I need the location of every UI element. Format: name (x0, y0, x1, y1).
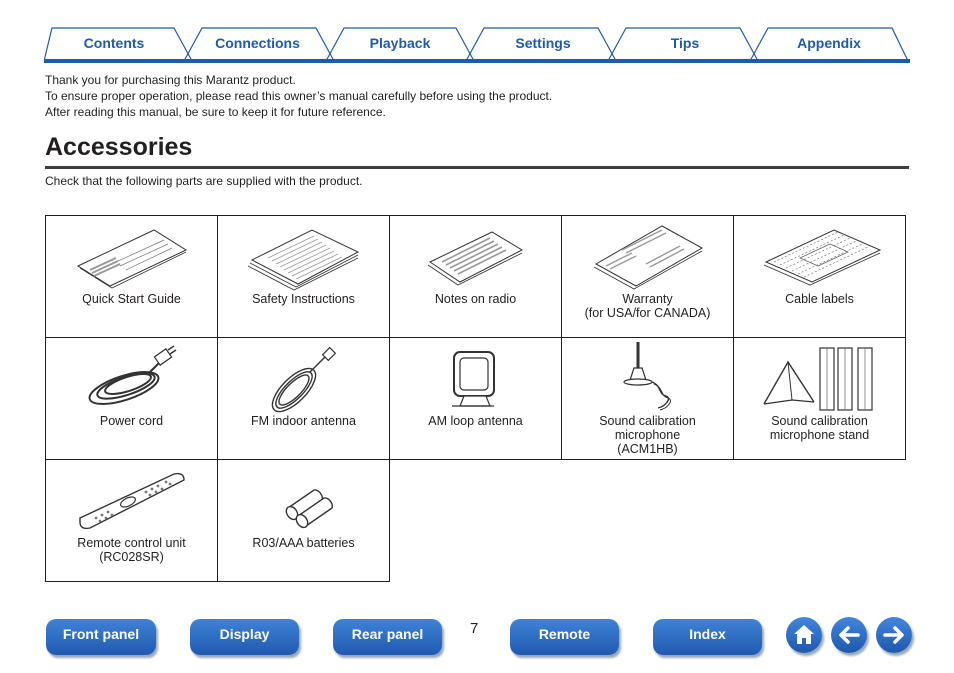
tab-tips[interactable]: Tips (670, 35, 700, 51)
tab-connections[interactable]: Connections (215, 35, 300, 51)
accessory-cell (217, 215, 390, 338)
accessory-label: Sound calibration microphone (ACM1HB) (599, 414, 696, 456)
accessory-cell (45, 337, 218, 460)
cable-labels-icon (734, 220, 905, 292)
accessory-cell (389, 215, 562, 338)
accessory-label: Safety Instructions (252, 292, 355, 306)
accessory-cell (389, 337, 562, 460)
intro-line: To ensure proper operation, please read this owner’s manual carefully before using the product. (45, 89, 553, 103)
forward-arrow-icon (876, 617, 912, 653)
home-button[interactable] (786, 617, 822, 653)
accessory-label: Remote control unit (RC028SR) (77, 536, 186, 564)
safety-instructions-icon (218, 220, 389, 292)
accessory-cell (217, 459, 390, 582)
accessory-label: Cable labels (785, 292, 854, 306)
accessory-label: Power cord (99, 414, 164, 428)
accessory-cell (561, 337, 734, 460)
accessory-label: AM loop antenna (428, 414, 523, 428)
accessory-cell (45, 215, 218, 338)
accessory-cell (733, 215, 906, 338)
page-subtitle: Check that the following parts are supplied with the product. (45, 174, 363, 188)
title-underline (45, 166, 909, 169)
home-icon (786, 617, 822, 653)
tab-playback[interactable]: Playback (369, 35, 431, 51)
display-button[interactable]: Display (190, 619, 299, 655)
intro-line: After reading this manual, be sure to keep it for future reference. (45, 105, 386, 119)
top-tab-bar (44, 26, 910, 63)
rear-panel-button[interactable]: Rear panel (333, 619, 442, 655)
front-panel-button[interactable]: Front panel (46, 619, 156, 655)
accessory-label: Warranty (for USA/for CANADA) (584, 292, 711, 320)
intro-text (45, 72, 552, 120)
tab-settings[interactable]: Settings (515, 35, 571, 51)
microphone-icon (562, 342, 733, 414)
accessory-label: Notes on radio (434, 292, 517, 306)
accessory-label: FM indoor antenna (251, 414, 356, 428)
back-button[interactable] (831, 617, 867, 653)
power-cord-icon (46, 342, 217, 414)
tab-contents[interactable]: Contents (83, 35, 145, 51)
warranty-icon (562, 220, 733, 292)
tab-appendix[interactable]: Appendix (797, 35, 861, 51)
batteries-icon (218, 464, 389, 536)
accessory-label: Quick Start Guide (82, 292, 181, 306)
accessory-cell (561, 215, 734, 338)
page-number: 7 (470, 620, 479, 637)
notes-on-radio-icon (390, 220, 561, 292)
am-loop-antenna-icon (390, 342, 561, 414)
page-title: Accessories (45, 133, 193, 161)
accessory-cell (45, 459, 218, 582)
quick-start-guide-icon (46, 220, 217, 292)
forward-button[interactable] (876, 617, 912, 653)
fm-antenna-icon (218, 342, 389, 414)
intro-line: Thank you for purchasing this Marantz product. (45, 73, 296, 87)
accessory-cell (733, 337, 906, 460)
accessory-label: R03/AAA batteries (252, 536, 355, 550)
remote-button[interactable]: Remote (510, 619, 619, 655)
remote-control-icon (46, 464, 217, 536)
accessory-label: Sound calibration microphone stand (769, 414, 870, 442)
microphone-stand-icon (734, 342, 905, 414)
index-button[interactable]: Index (653, 619, 762, 655)
accessory-cell (217, 337, 390, 460)
back-arrow-icon (831, 617, 867, 653)
